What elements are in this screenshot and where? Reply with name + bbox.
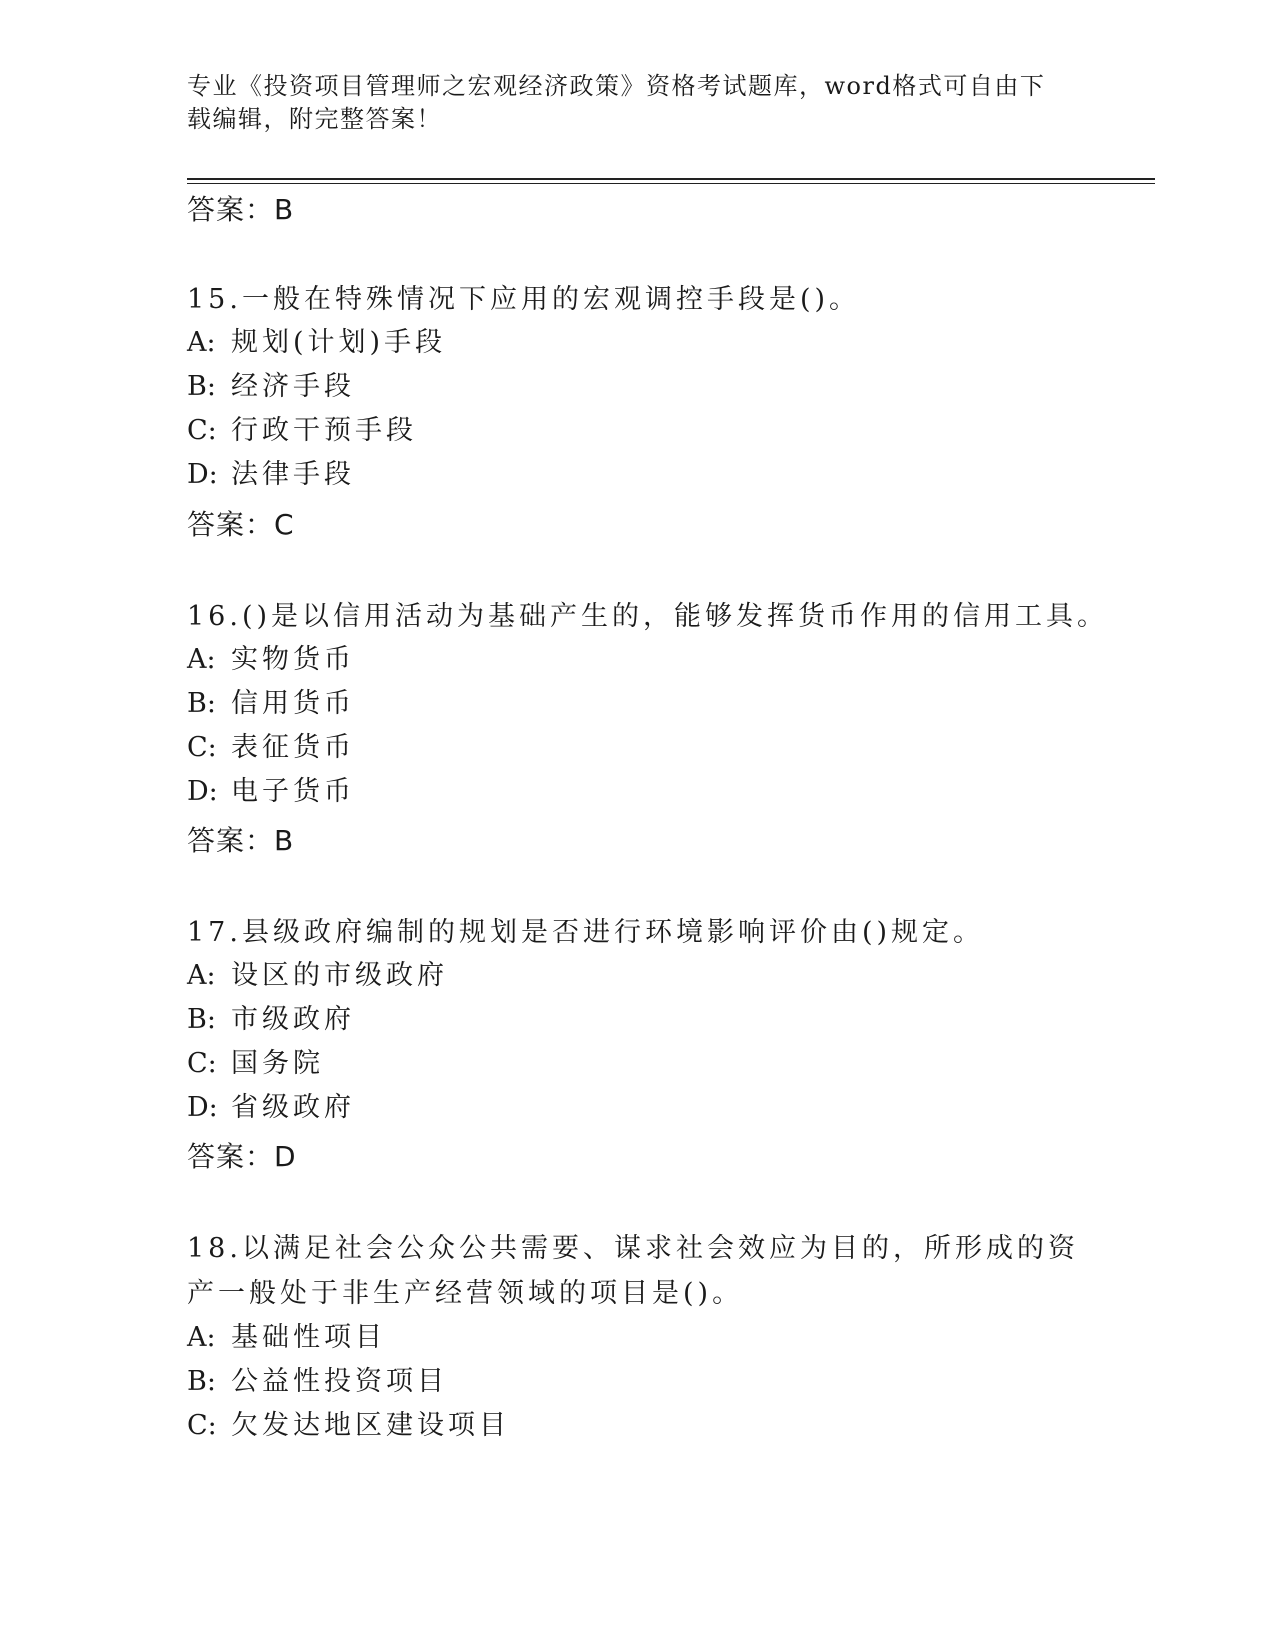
option-letter: B: <box>187 371 216 402</box>
question-17-stem: 17.县级政府编制的规划是否进行环境影响评价由()规定。 <box>187 917 985 948</box>
option-letter: B: <box>187 1366 216 1397</box>
option-text: 表征货币 <box>231 732 355 763</box>
option-text: 电子货币 <box>231 776 355 807</box>
option-text: 规划(计划)手段 <box>231 327 447 358</box>
option-text: 设区的市级政府 <box>231 960 448 991</box>
question-17-option-b <box>187 997 355 1042</box>
option-letter: A: <box>187 960 216 991</box>
option-text: 省级政府 <box>231 1092 355 1123</box>
question-17-option-a <box>187 953 448 998</box>
question-18-option-c <box>187 1403 510 1448</box>
option-text: 基础性项目 <box>231 1322 386 1353</box>
question-17-option-d <box>187 1085 355 1130</box>
option-text: 信用货币 <box>231 688 355 719</box>
question-16-answer: 答案：B <box>187 824 295 857</box>
question-15-option-a <box>187 320 446 365</box>
option-text: 欠发达地区建设项目 <box>231 1410 510 1441</box>
option-letter: B: <box>187 688 216 719</box>
question-15-option-d <box>187 452 355 497</box>
question-16-option-c <box>187 725 355 770</box>
question-17-option-c <box>187 1041 324 1086</box>
option-letter: D: <box>187 1092 218 1123</box>
option-letter: C: <box>187 415 217 446</box>
question-18-option-b <box>187 1359 448 1404</box>
answer-line: 答案：B <box>187 193 295 226</box>
question-15-stem: 15.一般在特殊情况下应用的宏观调控手段是()。 <box>187 284 861 315</box>
option-letter: B: <box>187 1004 216 1035</box>
option-letter: C: <box>187 1048 217 1079</box>
question-18-stem: 18.以满足社会公众公共需要、谋求社会效应为目的，所形成的资产一般处于非生产经营领域的项目是()。 <box>187 1233 1079 1309</box>
question-16-stem: 16.()是以信用活动为基础产生的，能够发挥货币作用的信用工具。 <box>187 601 1109 632</box>
option-letter: A: <box>187 1322 216 1353</box>
option-letter: D: <box>187 776 218 807</box>
question-15-answer: 答案：C <box>187 508 295 541</box>
option-text: 法律手段 <box>231 459 355 490</box>
option-text: 行政干预手段 <box>231 415 417 446</box>
question-18-option-a <box>187 1315 386 1360</box>
header-divider <box>187 178 1155 180</box>
option-letter: A: <box>187 327 216 358</box>
option-letter: A: <box>187 644 216 675</box>
option-text: 国务院 <box>231 1048 324 1079</box>
option-text: 公益性投资项目 <box>231 1366 448 1397</box>
question-16-option-d <box>187 769 355 814</box>
option-text: 经济手段 <box>231 371 355 402</box>
option-letter: C: <box>187 1410 217 1441</box>
question-16-option-a <box>187 637 355 682</box>
question-15-option-b <box>187 364 355 409</box>
option-text: 市级政府 <box>231 1004 355 1035</box>
option-text: 实物货币 <box>231 644 355 675</box>
option-letter: D: <box>187 459 218 490</box>
header-divider-thin <box>187 183 1155 184</box>
question-15-option-c <box>187 408 417 453</box>
document-header: 专业《投资项目管理师之宏观经济政策》资格考试题库，word格式可自由下载编辑，附完整答案！ <box>187 72 1046 133</box>
option-letter: C: <box>187 732 217 763</box>
question-17-answer: 答案：D <box>187 1140 297 1173</box>
question-16-option-b <box>187 681 355 726</box>
